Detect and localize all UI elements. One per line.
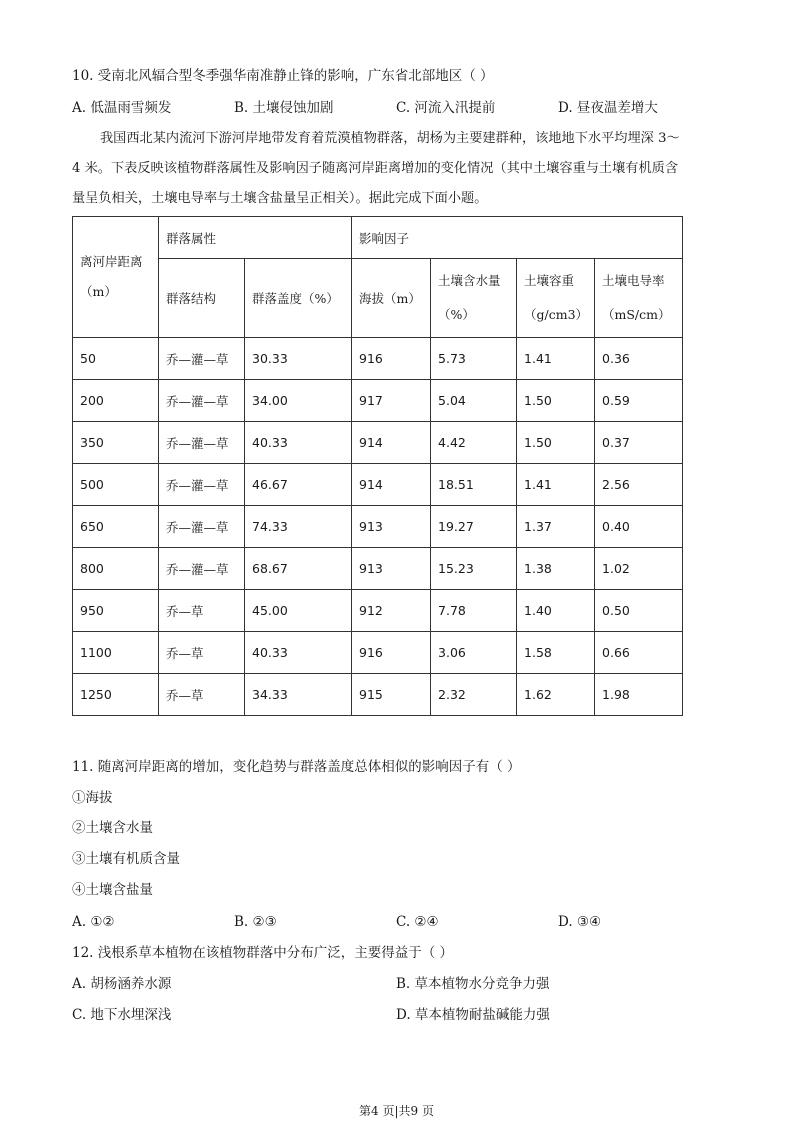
cell-distance: 350 (73, 422, 159, 464)
cell-conductivity: 0.36 (595, 338, 683, 380)
cell-structure: 乔—灌—草 (159, 338, 245, 380)
passage-line-3: 量呈负相关，土壤电导率与土壤含盐量呈正相关）。据此完成下面小题。 (72, 191, 488, 206)
cell-coverage: 40.33 (245, 422, 352, 464)
cell-structure: 乔—灌—草 (159, 464, 245, 506)
q12-option-d[interactable]: D. 草本植物耐盐碱能力强 (396, 1007, 550, 1023)
header-coverage: 群落盖度（%） (245, 259, 352, 338)
cell-distance: 1100 (73, 632, 159, 674)
cell-altitude: 912 (352, 590, 431, 632)
cell-conductivity: 0.37 (595, 422, 683, 464)
cell-water: 18.51 (431, 464, 517, 506)
cell-altitude: 914 (352, 464, 431, 506)
cell-distance: 800 (73, 548, 159, 590)
community-data-table (72, 216, 683, 716)
cell-conductivity: 1.98 (595, 674, 683, 716)
cell-structure: 乔—灌—草 (159, 380, 245, 422)
cell-coverage: 45.00 (245, 590, 352, 632)
table-header-row (73, 217, 683, 259)
cell-water: 19.27 (431, 506, 517, 548)
header-group-factors: 影响因子 (352, 217, 683, 259)
cell-density: 1.41 (517, 338, 595, 380)
cell-coverage: 34.33 (245, 674, 352, 716)
q11-option-d[interactable]: D. ③④ (558, 914, 602, 930)
cell-distance: 1250 (73, 674, 159, 716)
table-row (73, 548, 683, 590)
page-number-footer: 第4 页|共9 页 (359, 1104, 434, 1118)
cell-structure: 乔—灌—草 (159, 422, 245, 464)
cell-distance: 200 (73, 380, 159, 422)
cell-conductivity: 0.66 (595, 632, 683, 674)
header-density: 土壤容重（g/cm3） (517, 259, 595, 338)
cell-altitude: 914 (352, 422, 431, 464)
q11-option-b[interactable]: B. ②③ (234, 914, 277, 930)
table-row (73, 338, 683, 380)
cell-altitude: 913 (352, 506, 431, 548)
cell-water: 5.04 (431, 380, 517, 422)
cell-altitude: 917 (352, 380, 431, 422)
cell-structure: 乔—灌—草 (159, 548, 245, 590)
cell-coverage: 34.00 (245, 380, 352, 422)
q12-stem: 12. 浅根系草本植物在该植物群落中分布广泛，主要得益于（ ） (72, 945, 454, 961)
cell-distance: 650 (73, 506, 159, 548)
cell-structure: 乔—灌—草 (159, 506, 245, 548)
header-group-community: 群落属性 (159, 217, 352, 259)
table-row (73, 464, 683, 506)
cell-distance: 950 (73, 590, 159, 632)
q12-options-row-2 (72, 1005, 722, 1025)
cell-coverage: 30.33 (245, 338, 352, 380)
q10-options (72, 98, 722, 118)
cell-altitude: 916 (352, 338, 431, 380)
cell-conductivity: 1.02 (595, 548, 683, 590)
cell-conductivity: 0.59 (595, 380, 683, 422)
cell-structure: 乔—草 (159, 632, 245, 674)
table-row (73, 506, 683, 548)
cell-water: 7.78 (431, 590, 517, 632)
cell-density: 1.58 (517, 632, 595, 674)
cell-coverage: 74.33 (245, 506, 352, 548)
cell-density: 1.40 (517, 590, 595, 632)
passage-line-1: 我国西北某内流河下游河岸地带发育着荒漠植物群落，胡杨为主要建群种，该地地下水平均埋深 3～ (100, 131, 680, 146)
table-row (73, 632, 683, 674)
table-row (73, 674, 683, 716)
q11-options (72, 912, 722, 932)
cell-altitude: 916 (352, 632, 431, 674)
cell-conductivity: 0.50 (595, 590, 683, 632)
q11-stem: 11. 随离河岸距离的增加，变化趋势与群落盖度总体相似的影响因子有（ ） (72, 759, 521, 775)
q11-option-c[interactable]: C. ②④ (396, 914, 439, 930)
header-structure: 群落结构 (159, 259, 245, 338)
q11-item-3: ③土壤有机质含量 (72, 851, 180, 867)
cell-conductivity: 2.56 (595, 464, 683, 506)
cell-coverage: 68.67 (245, 548, 352, 590)
cell-structure: 乔—草 (159, 590, 245, 632)
q11-option-a[interactable]: A. ①② (72, 914, 115, 930)
q11-item-2: ②土壤含水量 (72, 820, 153, 836)
table-row (73, 380, 683, 422)
q12-option-b[interactable]: B. 草本植物水分竞争力强 (396, 976, 550, 992)
q12-options-row-1 (72, 974, 722, 994)
header-altitude: 海拔（m） (352, 259, 431, 338)
q10-option-d[interactable]: D. 昼夜温差增大 (558, 100, 658, 116)
cell-coverage: 46.67 (245, 464, 352, 506)
cell-distance: 50 (73, 338, 159, 380)
cell-density: 1.38 (517, 548, 595, 590)
q10-stem: 10. 受南北风辐合型冬季强华南准静止锋的影响，广东省北部地区（ ） (72, 68, 494, 84)
cell-density: 1.41 (517, 464, 595, 506)
q10-option-c[interactable]: C. 河流入汛提前 (396, 100, 496, 116)
header-distance: 离河岸距离（m） (73, 217, 159, 338)
passage-line-2: 4 米。下表反映该植物群落属性及影响因子随离河岸距离增加的变化情况（其中土壤容重与土壤有机质含 (72, 161, 679, 176)
table-subheader-row (73, 259, 683, 338)
cell-water: 15.23 (431, 548, 517, 590)
cell-conductivity: 0.40 (595, 506, 683, 548)
table-row (73, 422, 683, 464)
cell-water: 2.32 (431, 674, 517, 716)
table-row (73, 590, 683, 632)
cell-water: 5.73 (431, 338, 517, 380)
cell-density: 1.37 (517, 506, 595, 548)
cell-coverage: 40.33 (245, 632, 352, 674)
header-water: 土壤含水量（%） (431, 259, 517, 338)
cell-water: 3.06 (431, 632, 517, 674)
cell-density: 1.62 (517, 674, 595, 716)
cell-altitude: 915 (352, 674, 431, 716)
q11-item-4: ④土壤含盐量 (72, 882, 153, 898)
q11-item-1: ①海拔 (72, 790, 113, 806)
header-conductivity: 土壤电导率（mS/cm） (595, 259, 683, 338)
cell-density: 1.50 (517, 422, 595, 464)
q12-option-a[interactable]: A. 胡杨涵养水源 (72, 976, 172, 992)
cell-density: 1.50 (517, 380, 595, 422)
q10-option-a[interactable]: A. 低温雨雪频发 (72, 100, 172, 116)
cell-altitude: 913 (352, 548, 431, 590)
q10-option-b[interactable]: B. 土壤侵蚀加剧 (234, 100, 334, 116)
cell-water: 4.42 (431, 422, 517, 464)
q12-option-c[interactable]: C. 地下水埋深浅 (72, 1007, 172, 1023)
cell-distance: 500 (73, 464, 159, 506)
cell-structure: 乔—草 (159, 674, 245, 716)
